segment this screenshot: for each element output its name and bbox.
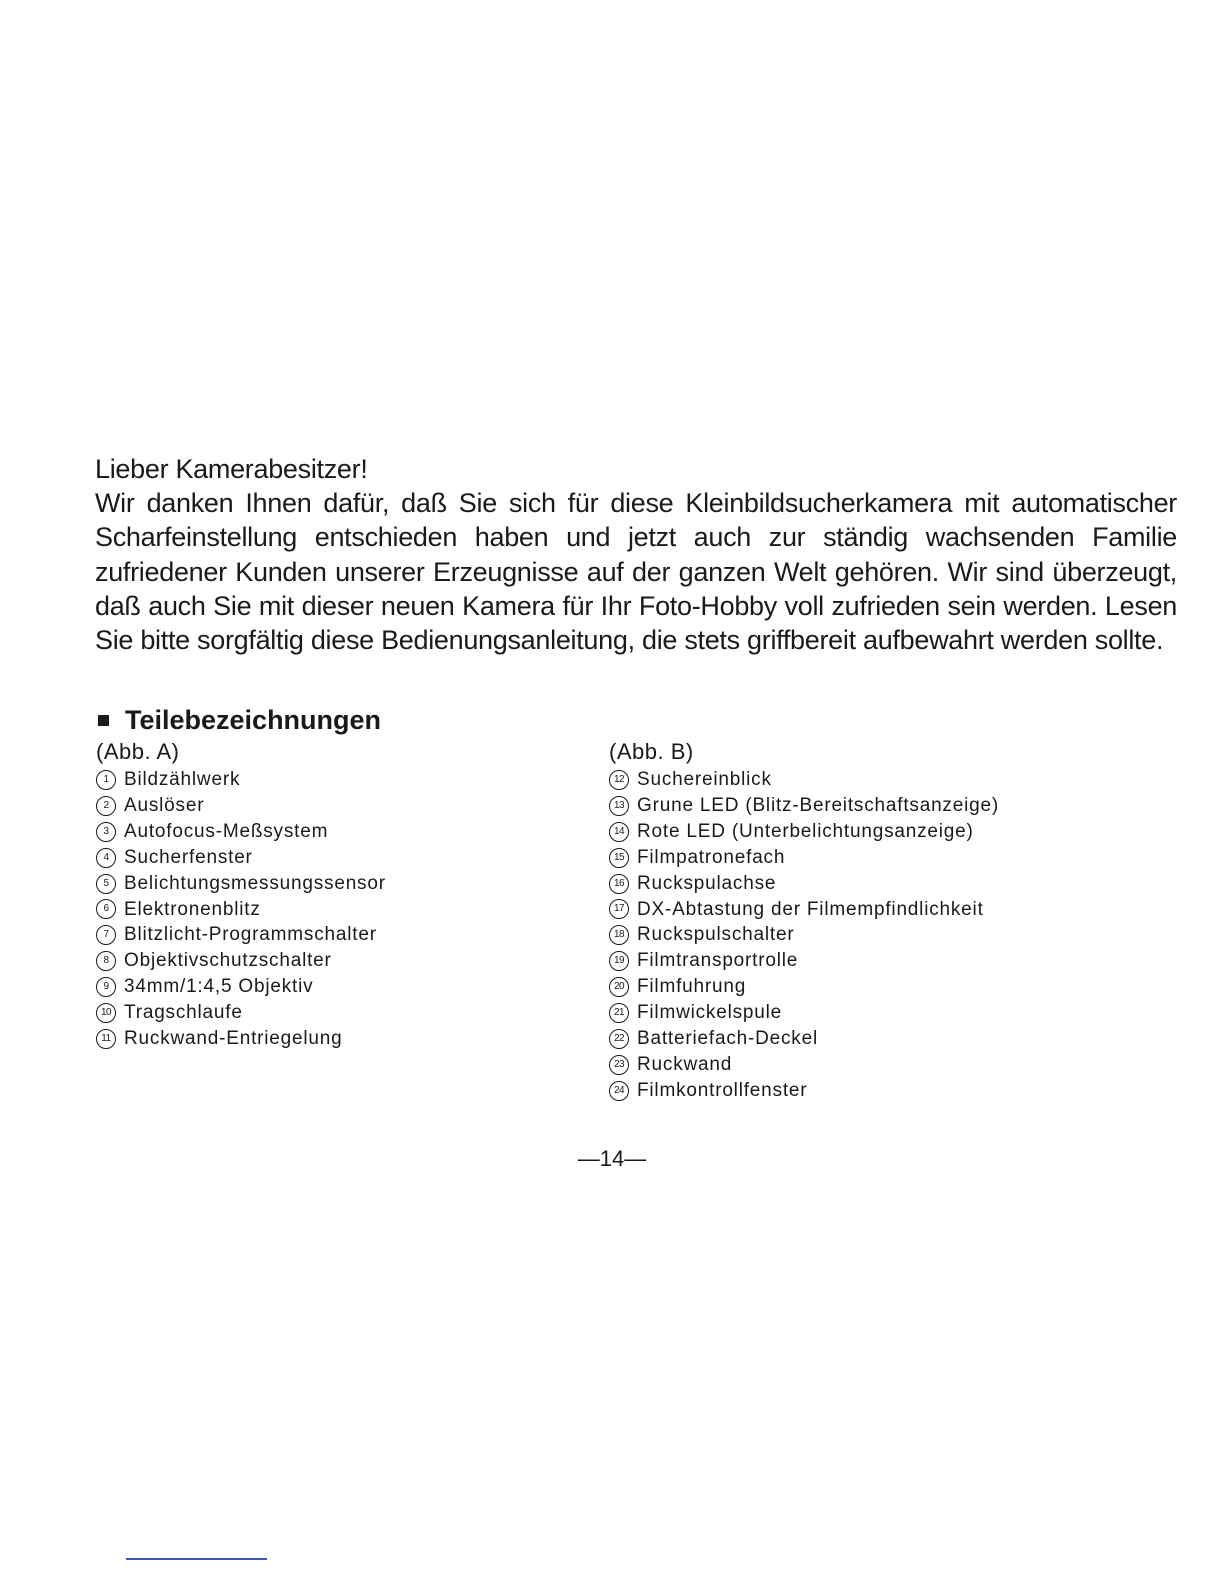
figure-a-list: [96, 767, 386, 1052]
part-label: Filmfuhrung: [637, 976, 747, 998]
part-label: Filmkontrollfenster: [637, 1079, 808, 1101]
circled-number: 20: [609, 977, 629, 997]
list-item: [96, 948, 386, 974]
list-item: [609, 767, 999, 793]
list-item: [96, 845, 386, 871]
section-heading: [95, 704, 381, 736]
part-label: Batteriefach-Deckel: [637, 1028, 818, 1050]
list-item: [609, 819, 999, 845]
list-item: [609, 1052, 999, 1078]
list-item: [96, 767, 386, 793]
circled-number: 21: [609, 1003, 629, 1023]
circled-number: 11: [96, 1029, 116, 1049]
page-number: —14—: [577, 1146, 647, 1171]
circled-number: 13: [609, 796, 629, 816]
figure-b-heading: (Abb. B): [609, 739, 694, 764]
circled-number: 19: [609, 951, 629, 971]
circled-number: 15: [609, 848, 629, 868]
part-label: Filmpatronefach: [637, 846, 786, 868]
circled-number: 8: [96, 951, 116, 971]
circled-number: 18: [609, 925, 629, 945]
part-label: Suchereinblick: [637, 769, 772, 790]
part-label: Grune LED (Blitz-Bereitschaftsanzeige): [637, 794, 999, 816]
list-item: [609, 1000, 999, 1026]
circled-number: 16: [609, 874, 629, 894]
part-label: Blitzlicht-Programmschalter: [124, 924, 377, 946]
list-item: [609, 793, 999, 819]
circled-number: 22: [609, 1029, 629, 1049]
list-item: [96, 819, 386, 845]
part-label: Ruckspulachse: [637, 872, 777, 894]
circled-number: 3: [96, 822, 116, 842]
part-label: Ruckwand: [637, 1053, 733, 1075]
circled-number: 24: [609, 1081, 629, 1101]
circled-number: 9: [96, 977, 116, 997]
square-bullet-icon: [98, 715, 109, 726]
list-item: [609, 845, 999, 871]
circled-number: 6: [96, 899, 116, 919]
part-label: Auslöser: [124, 794, 205, 816]
circled-number: 23: [609, 1055, 629, 1075]
part-label: Bildzählwerk: [124, 769, 241, 790]
list-item: [609, 974, 999, 1000]
part-label: Ruckwand-Entriegelung: [124, 1028, 343, 1050]
part-label: Autofocus-Meßsystem: [124, 820, 329, 842]
list-item: [96, 793, 386, 819]
part-label: Rote LED (Unterbelichtungsanzeige): [637, 820, 974, 842]
list-item: [609, 922, 999, 948]
section-title: Teilebezeichnungen: [125, 705, 382, 735]
part-label: DX-Abtastung der Filmempfindlichkeit: [637, 898, 984, 920]
list-item: [96, 922, 386, 948]
figure-a-heading: (Abb. A): [96, 739, 180, 764]
circled-number: 1: [96, 770, 116, 790]
list-item: [609, 948, 999, 974]
part-label: 34mm/1:4,5 Objektiv: [124, 976, 314, 998]
list-item: [609, 1078, 999, 1104]
parts-list-figure-b: [609, 738, 999, 1104]
circled-number: 12: [609, 770, 629, 790]
circled-number: 10: [96, 1003, 116, 1023]
intro-paragraph: Wir danken Ihnen dafür, daß Sie sich für diese Kleinbildsucherkamera mit automatischer Scharfeinstellung entschieden haben und jetzt auch zur ständig wachsenden Familie zufriedener Kunden unserer Erzeugnisse auf der ganzen Welt gehören. Wir sind überzeugt, daß auch Sie mit dieser neuen Kamera für Ihr Foto-Hobby voll zufrieden sein werden. Lesen Sie bitte sorgfältig diese Bedienungsanleitung, die stets griffbereit aufbewahrt werden sollte.: [95, 488, 1177, 656]
list-item: [96, 1026, 386, 1052]
list-item: [96, 897, 386, 923]
circled-number: 4: [96, 848, 116, 868]
part-label: Ruckspulschalter: [637, 924, 795, 946]
list-item: [609, 871, 999, 897]
greeting: Lieber Kamerabesitzer!: [95, 454, 368, 484]
part-label: Filmwickelspule: [637, 1002, 783, 1024]
circled-number: 2: [96, 796, 116, 816]
part-label: Tragschlaufe: [124, 1002, 243, 1024]
parts-list-figure-a: [96, 738, 386, 1052]
bottom-rule: [126, 1558, 267, 1560]
circled-number: 14: [609, 822, 629, 842]
circled-number: 5: [96, 874, 116, 894]
list-item: [96, 1000, 386, 1026]
part-label: Objektivschutzschalter: [124, 950, 332, 972]
list-item: [96, 871, 386, 897]
list-item: [96, 974, 386, 1000]
part-label: Belichtungsmessungssensor: [124, 872, 386, 894]
list-item: [609, 1026, 999, 1052]
figure-b-list: [609, 767, 999, 1104]
circled-number: 17: [609, 899, 629, 919]
circled-number: 7: [96, 925, 116, 945]
part-label: Elektronenblitz: [124, 898, 261, 920]
list-item: [609, 897, 999, 923]
part-label: Sucherfenster: [124, 846, 253, 868]
part-label: Filmtransportrolle: [637, 950, 799, 972]
